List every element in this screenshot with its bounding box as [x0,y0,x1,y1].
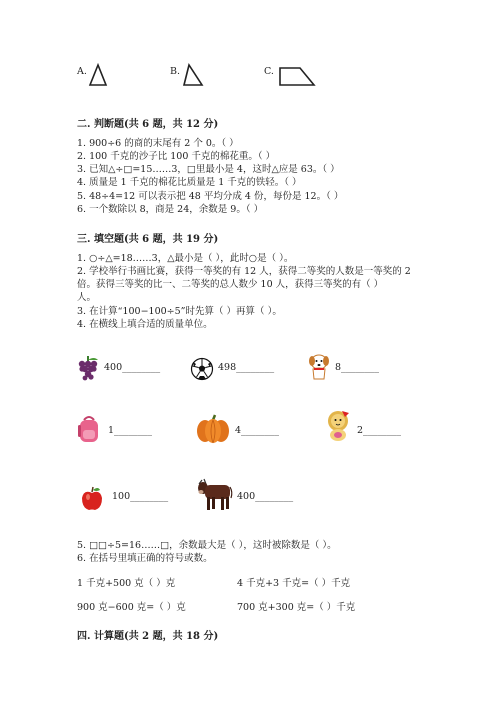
fill-q1: 1. ○÷△=18……3，△最小是（ ），此时○是（ ）。 [77,253,294,264]
pumpkin-icon [196,414,230,444]
cow-icon [196,474,234,512]
grapes-icon [76,355,100,381]
lion-toy-icon [324,410,354,442]
apple-icon [80,486,104,512]
fill-expr-1: 1 千克+500 克（ ）克 [77,578,176,589]
fill-q2-line3: 人。 [77,292,97,303]
triangle-icon [88,63,108,87]
section-2-title: 二. 判断题(共 6 题，共 12 分) [77,119,219,130]
option-label: B. [170,66,181,77]
judge-item-2: 2. 100 千克的沙子比 100 千克的棉花重。（ ） [77,151,276,162]
judge-item-3: 3. 已知△÷□=15……3，□里最小是 4，这时△应是 63。（ ） [77,164,340,175]
puppy-icon [305,352,333,382]
right-triangle-icon [182,63,204,87]
trapezoid-icon [276,65,316,87]
fill-expr-3: 900 克−600 克=（ ）克 [77,602,186,613]
judge-item-6: 6. 一个数除以 8，商是 24，余数是 9。（ ） [77,204,264,215]
section-4-title: 四. 计算题(共 2 题，共 18 分) [77,631,219,642]
mass-blank-lion: 2________ [357,425,402,436]
fill-q3: 3. 在计算“100−100÷5”时先算（ ）再算（ ）。 [77,306,282,317]
fill-q4: 4. 在横线上填合适的质量单位。 [77,319,213,330]
mass-blank-apple: 100________ [112,491,169,502]
option-label: A. [77,66,87,77]
backpack-icon [76,414,102,444]
section-3-title: 三. 填空题(共 6 题，共 19 分) [77,234,219,245]
fill-q6: 6. 在括号里填正确的符号或数。 [77,553,213,564]
mass-blank-puppy: 8________ [335,362,380,373]
judge-item-5: 5. 48÷4=12 可以表示把 48 平均分成 4 份，每份是 12。（ ） [77,191,344,202]
mass-blank-grapes: 400________ [104,362,161,373]
option-label: C. [264,66,274,77]
fill-q5: 5. □□÷5=16……□，余数最大是（ ），这时被除数是（ ）。 [77,540,337,551]
fill-q2-line1: 2. 学校举行书画比赛，获得一等奖的有 12 人，获得二等奖的人数是一等奖的 2 [77,266,411,277]
judge-item-1: 1. 900÷6 的商的末尾有 2 个 0。（ ） [77,138,239,149]
soccer-ball-icon [190,357,214,381]
fill-q2-line2: 倍。获得三等奖的比一、二等奖的总人数少 10 人，获得三等奖的有（ ） [77,279,384,290]
mass-blank-cow: 400________ [237,491,294,502]
fill-expr-4: 700 克+300 克=（ ）千克 [237,602,356,613]
fill-expr-2: 4 千克+3 千克=（ ）千克 [237,578,351,589]
mass-blank-backpack: 1________ [108,425,153,436]
judge-item-4: 4. 质量是 1 千克的棉花比质量是 1 千克的铁轻。（ ） [77,177,302,188]
mass-blank-ball: 498________ [218,362,275,373]
mass-blank-pumpkin: 4________ [235,425,280,436]
